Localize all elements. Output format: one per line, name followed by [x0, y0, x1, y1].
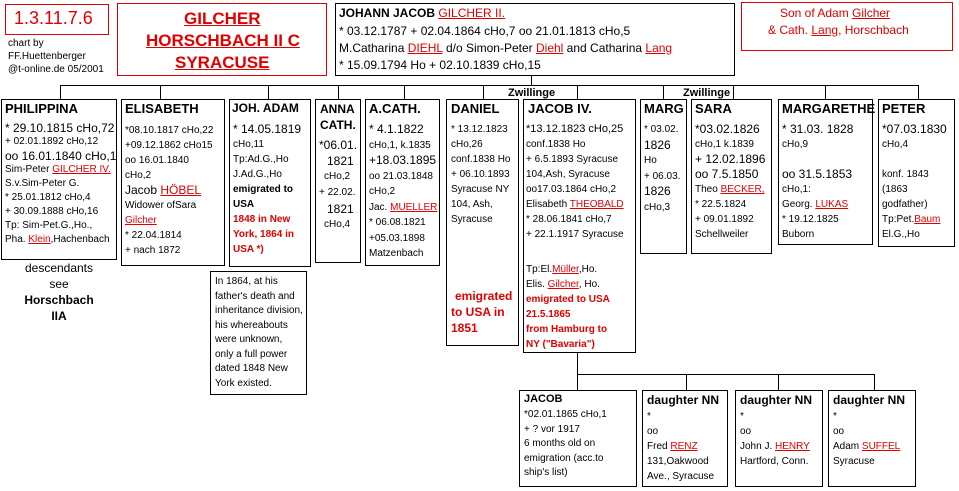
- text-line: + 6.5.1893 Syracuse: [526, 154, 619, 165]
- text-line: *03.02.1826: [695, 122, 760, 136]
- text-line: cHo,1, k.1835: [369, 139, 431, 151]
- child-name: DANIEL: [451, 101, 500, 116]
- text-part: ,Ho.: [578, 264, 598, 275]
- text-line: * 03.02.: [644, 124, 679, 135]
- child-name: JACOB IV.: [528, 101, 592, 116]
- gilcher-link[interactable]: Gilcher: [852, 6, 891, 20]
- child-name: PETER: [882, 101, 926, 116]
- text-line: oo17.03.1864 cHo,2: [526, 184, 617, 195]
- text-line: * 4.1.1822: [369, 122, 424, 136]
- renz-link[interactable]: RENZ: [670, 441, 698, 452]
- text-line: *: [833, 411, 837, 422]
- child-box-peter: [878, 99, 955, 247]
- father-name: JOHANN JACOB: [339, 6, 439, 20]
- text-line: only a full power: [215, 348, 288, 360]
- text-line: [782, 152, 853, 167]
- child-name: ELISABETH: [125, 101, 199, 116]
- text-line: * 25.01.1812 cHo,4: [5, 192, 91, 203]
- title-line-1: GILCHER: [184, 9, 261, 28]
- parents-box: [335, 3, 735, 76]
- text-line: * 06.08.1821: [369, 217, 426, 228]
- child-name: JOH. ADAM: [232, 101, 299, 115]
- credit-line-1: chart by: [8, 38, 44, 49]
- text-line: Syracuse: [451, 214, 493, 225]
- child-box-philippina: [1, 99, 117, 260]
- text-line: + ? vor 1917: [524, 423, 580, 435]
- text-line: Buborn: [782, 229, 815, 240]
- child-name: SARA: [695, 101, 732, 116]
- grandchild-name: daughter NN: [833, 393, 905, 407]
- text-line: oo: [647, 426, 659, 437]
- text-line: 104, Ash,: [451, 199, 493, 210]
- text-line: from Hamburg to: [526, 324, 608, 335]
- horschbach-text: , Horschbach: [838, 23, 909, 37]
- klein-link[interactable]: Klein: [28, 234, 51, 245]
- title-line-3: SYRACUSE: [175, 53, 270, 72]
- text-line: *07.03.1830: [882, 122, 947, 136]
- text-line: * 19.12.1825: [782, 214, 839, 225]
- connector: [918, 85, 919, 99]
- text-line: *08.10.1817 cHo,22: [125, 125, 214, 136]
- connector: [778, 374, 779, 390]
- text-line: 21.5.1865: [526, 309, 571, 320]
- joh-adam-note-box: [210, 271, 307, 395]
- child-name: MARGARETHE: [782, 101, 876, 116]
- text-line: cHo,26: [451, 139, 483, 150]
- chart-credit: [8, 37, 104, 76]
- text-line: conf.1838 Ho: [451, 154, 511, 165]
- text-line: + 30.09.1888 cHo,16: [5, 206, 99, 217]
- text-line: emigration (acc.to: [524, 452, 604, 464]
- connector: [268, 85, 269, 99]
- grandchild-box-daughter-1: [642, 390, 728, 487]
- gilcher-link-jacob[interactable]: Gilcher: [547, 279, 579, 290]
- son-note-box: [741, 2, 953, 51]
- mother-name: M.Catharina: [339, 41, 408, 55]
- text-line: to USA in: [451, 305, 505, 319]
- child-name: MARG: [644, 101, 684, 116]
- text-line: + nach 1872: [125, 245, 181, 256]
- text-line: oo: [740, 426, 752, 437]
- text-part: Fred: [647, 441, 671, 452]
- text-line: [5, 163, 116, 177]
- text-line: cHo,4: [324, 219, 351, 230]
- text-line: [125, 183, 213, 198]
- text-line: [526, 197, 624, 212]
- father-surname-link[interactable]: GILCHER II.: [438, 6, 506, 20]
- grandchild-box-daughter-2: [735, 390, 823, 487]
- connector: [686, 374, 687, 390]
- text-line: [833, 439, 900, 454]
- title-box: [117, 3, 327, 76]
- text-part: , Ho.: [578, 279, 600, 290]
- text-line: oo 7.5.1850: [695, 167, 759, 181]
- text-part: Theo: [695, 184, 721, 195]
- text-line: +09.12.1862 cHo15: [125, 140, 213, 151]
- text-line: Ho: [644, 155, 657, 166]
- text-part: Elisabeth: [526, 199, 570, 210]
- text-line: 6 months old on: [524, 438, 596, 449]
- text-line: NY ("Bavaria"): [526, 339, 595, 350]
- id-code-box: [5, 4, 109, 35]
- text-line: his whereabouts: [215, 319, 288, 331]
- text-part: Tp:El.: [526, 264, 553, 275]
- text-line: + 06.10.1893: [451, 169, 510, 180]
- mother-parent-text-2: and Catharina: [563, 41, 646, 55]
- child-box-joh-adam: [229, 99, 311, 267]
- text-line: [695, 182, 765, 197]
- text-line: cHo,4: [882, 139, 909, 150]
- text-line: [647, 439, 714, 454]
- text-line: * 22.04.1814: [125, 230, 182, 241]
- text-line: USA *): [233, 244, 264, 255]
- lang-link[interactable]: Lang: [645, 41, 673, 55]
- text-line: cHo,1:: [782, 184, 811, 195]
- text-line: oo 31.5.1853: [782, 167, 853, 181]
- theobald-link[interactable]: THEOBALD: [569, 199, 624, 210]
- text-line: [782, 197, 853, 212]
- father-dates: * 03.12.1787 + 02.04.1864 cHo,7 oo 21.01.1813 cHo,5: [339, 24, 631, 38]
- text-line: Schellweiler: [695, 229, 749, 240]
- connector: [60, 85, 918, 86]
- text-line: *02.01.1865 cHo,1: [524, 409, 607, 420]
- child-box-anna-cath: [315, 99, 361, 263]
- text-line: Tp:Ad.G.,Ho: [233, 154, 289, 165]
- text-line: inheritance division,: [215, 305, 303, 316]
- text-line: 1848 in New: [233, 214, 291, 225]
- connector: [531, 76, 532, 85]
- text-line: USA: [233, 199, 255, 210]
- text-line: 1826: [644, 137, 671, 152]
- text-line: cHo,2: [125, 170, 152, 181]
- text-part: Georg.: [782, 199, 816, 210]
- child-box-marg: [640, 99, 687, 254]
- henry-link[interactable]: HENRY: [775, 441, 810, 452]
- text-line: konf. 1843: [882, 169, 929, 180]
- text-line: + 09.01.1892: [695, 214, 754, 225]
- connector: [874, 374, 875, 390]
- text-line: see: [49, 277, 69, 291]
- mueller-link[interactable]: MUELLER: [390, 201, 438, 213]
- text-line: cHo,9: [782, 139, 809, 150]
- baum-link[interactable]: Baum: [914, 214, 941, 225]
- text-part: ,Hachenbach: [50, 234, 110, 245]
- child-name: ANNA: [320, 102, 355, 116]
- text-line: +05.03.1898: [369, 232, 425, 244]
- connector: [577, 85, 578, 99]
- text-line: ship's list): [524, 467, 568, 478]
- text-line: Syracuse: [833, 456, 875, 467]
- son-of-text: Son of Adam: [780, 6, 853, 20]
- connector: [577, 374, 875, 375]
- credit-line-3: @t-online.de 05/2001: [8, 64, 104, 75]
- connector: [825, 85, 826, 99]
- text-line: 1826: [644, 184, 671, 198]
- zwillinge-label-2: Zwillinge: [683, 87, 731, 99]
- connector: [338, 85, 339, 99]
- text-line: 131,Oakwood: [647, 456, 709, 467]
- text-line: York, 1864 in: [233, 229, 294, 240]
- grandchild-name: daughter NN: [740, 393, 812, 407]
- connector: [160, 85, 161, 99]
- child-name: CATH.: [320, 118, 356, 132]
- zwillinge-label-1: Zwillinge: [508, 87, 556, 99]
- connector: [663, 85, 664, 99]
- text-line: York existed.: [215, 377, 272, 389]
- title-line-2: HORSCHBACH II C: [146, 31, 300, 50]
- text-line: cHo,2: [324, 171, 351, 182]
- child-box-sara: [691, 99, 772, 254]
- child-name: A.CATH.: [369, 101, 421, 116]
- text-line: Matzenbach: [369, 248, 424, 259]
- connector: [404, 85, 405, 99]
- text-line: [882, 212, 947, 227]
- spouse-link[interactable]: GILCHER IV.: [52, 164, 111, 175]
- text-line: + 22.02.: [319, 187, 356, 198]
- text-line: *: [740, 411, 744, 422]
- hoebel-link[interactable]: HÖBEL: [160, 183, 202, 197]
- text-line: [369, 200, 437, 216]
- text-line: + 02.01.1892 cHo,12: [5, 136, 99, 147]
- text-line: IIA: [51, 309, 67, 323]
- gilcher-link-elisabeth[interactable]: Gilcher: [125, 215, 157, 226]
- text-line: El.G.,Ho: [882, 229, 920, 240]
- text-line: father's death and: [215, 290, 295, 302]
- text-line: [5, 233, 116, 247]
- suffel-link[interactable]: SUFFEL: [861, 441, 901, 452]
- text-line: + 22.1.1917 Syracuse: [526, 229, 624, 240]
- connector: [60, 85, 61, 99]
- text-line: + 06.03.: [644, 170, 681, 182]
- text-line: 1851: [451, 321, 478, 335]
- grandchild-box-jacob: [519, 390, 637, 487]
- text-line: cHo,11: [233, 139, 264, 150]
- text-line: * 28.06.1841 cHo,7: [526, 214, 612, 225]
- text-line: emigrated to USA: [526, 294, 610, 305]
- lang-link-2[interactable]: Lang: [811, 23, 839, 37]
- child-box-a-cath: [365, 99, 440, 266]
- text-line: dated 1848 New: [215, 363, 288, 374]
- text-line: Widower ofSara: [125, 200, 197, 211]
- connector: [577, 374, 578, 390]
- text-line: In 1864, at his: [215, 276, 278, 287]
- text-line: oo 16.01.1840 cHo,1: [5, 149, 117, 163]
- connector: [577, 353, 578, 375]
- connector: [733, 85, 734, 99]
- credit-line-2: FF.Huettenberger: [8, 51, 86, 62]
- grandchild-name: JACOB: [524, 393, 563, 405]
- text-part: Tp:Pet.: [882, 214, 915, 225]
- spouse-text: Sim-Peter: [5, 164, 53, 175]
- text-line: J.Ad.G.,Ho: [233, 169, 282, 180]
- connector: [483, 85, 484, 99]
- text-line: Ave., Syracuse: [647, 471, 715, 482]
- text-line: * 22.5.1824: [695, 199, 747, 210]
- id-code: 1.3.11.7.6: [14, 8, 93, 28]
- text-line: [882, 152, 947, 167]
- child-name: PHILIPPINA: [5, 101, 78, 116]
- text-line: godfather): [882, 199, 928, 210]
- text-line: cHo,3: [644, 201, 671, 213]
- text-part: John J.: [740, 441, 776, 452]
- text-part: Jacob: [125, 183, 161, 197]
- mother-parent-text: d/o Simon-Peter: [442, 41, 536, 55]
- child-box-elisabeth: [121, 99, 225, 266]
- grandchild-box-daughter-3: [828, 390, 916, 487]
- grandchild-name: daughter NN: [647, 393, 719, 407]
- text-line: (1863: [882, 184, 908, 195]
- child-box-margarethe: [778, 99, 876, 245]
- text-line: Syracuse NY: [451, 184, 510, 195]
- lukas-link[interactable]: LUKAS: [815, 199, 849, 210]
- text-line: Horschbach: [24, 293, 94, 307]
- text-line: descendants: [24, 261, 94, 275]
- text-part: Elis.: [526, 279, 548, 290]
- text-line: Tp: Sim-Pet.G.,Ho.,: [5, 220, 93, 231]
- text-line: oo: [833, 426, 845, 437]
- child-box-jacob-iv: [523, 99, 636, 353]
- text-line: conf.1838 Ho: [526, 139, 586, 150]
- text-line: were unknown,: [215, 334, 283, 345]
- text-line: S.v.Sim-Peter G.: [5, 178, 80, 189]
- text-line: oo 21.03.1848: [369, 170, 433, 182]
- text-line: oo 16.01.1840: [125, 155, 189, 166]
- mueller-link-2[interactable]: Müller: [552, 264, 579, 275]
- text-line: *: [647, 411, 651, 422]
- text-part: Pha.: [5, 234, 29, 245]
- child-box-daniel: [446, 99, 519, 346]
- text-line: * 29.10.1815 cHo,72: [5, 121, 115, 135]
- text-part: Adam: [833, 441, 862, 452]
- text-line: 1821: [327, 154, 354, 168]
- text-line: + 12.02.1896: [695, 152, 766, 166]
- text-line: Hartford, Conn.: [740, 456, 809, 467]
- diehl-link[interactable]: Diehl: [535, 41, 564, 55]
- text-part: Jac.: [369, 201, 391, 213]
- text-line: emigrated to: [233, 184, 294, 195]
- descendants-note: [1, 260, 117, 324]
- text-line: cHo,2: [369, 186, 396, 197]
- mother-dates: * 15.09.1794 Ho + 02.10.1839 cHo,15: [339, 58, 541, 72]
- mother-surname-link[interactable]: DIEHL: [407, 41, 443, 55]
- text-line: +18.03.1895: [369, 153, 437, 167]
- text-line: cHo,1 k.1839: [695, 139, 754, 150]
- text-line: [740, 439, 810, 454]
- text-line: 1821: [327, 202, 354, 216]
- text-line: * 14.05.1819: [233, 122, 302, 136]
- text-line: [526, 277, 610, 292]
- text-line: *13.12.1823 cHo,25: [526, 123, 624, 135]
- text-line: emigrated: [455, 289, 513, 303]
- text-line: * 13.12.1823: [451, 124, 508, 135]
- text-line: * 31.03. 1828: [782, 122, 854, 136]
- text-line: 104,Ash, Syracuse: [526, 169, 610, 180]
- becker-link[interactable]: BECKER,: [720, 184, 765, 195]
- cath-text: & Cath.: [768, 23, 812, 37]
- text-line: *06.01.: [319, 138, 358, 152]
- text-line: [526, 262, 610, 277]
